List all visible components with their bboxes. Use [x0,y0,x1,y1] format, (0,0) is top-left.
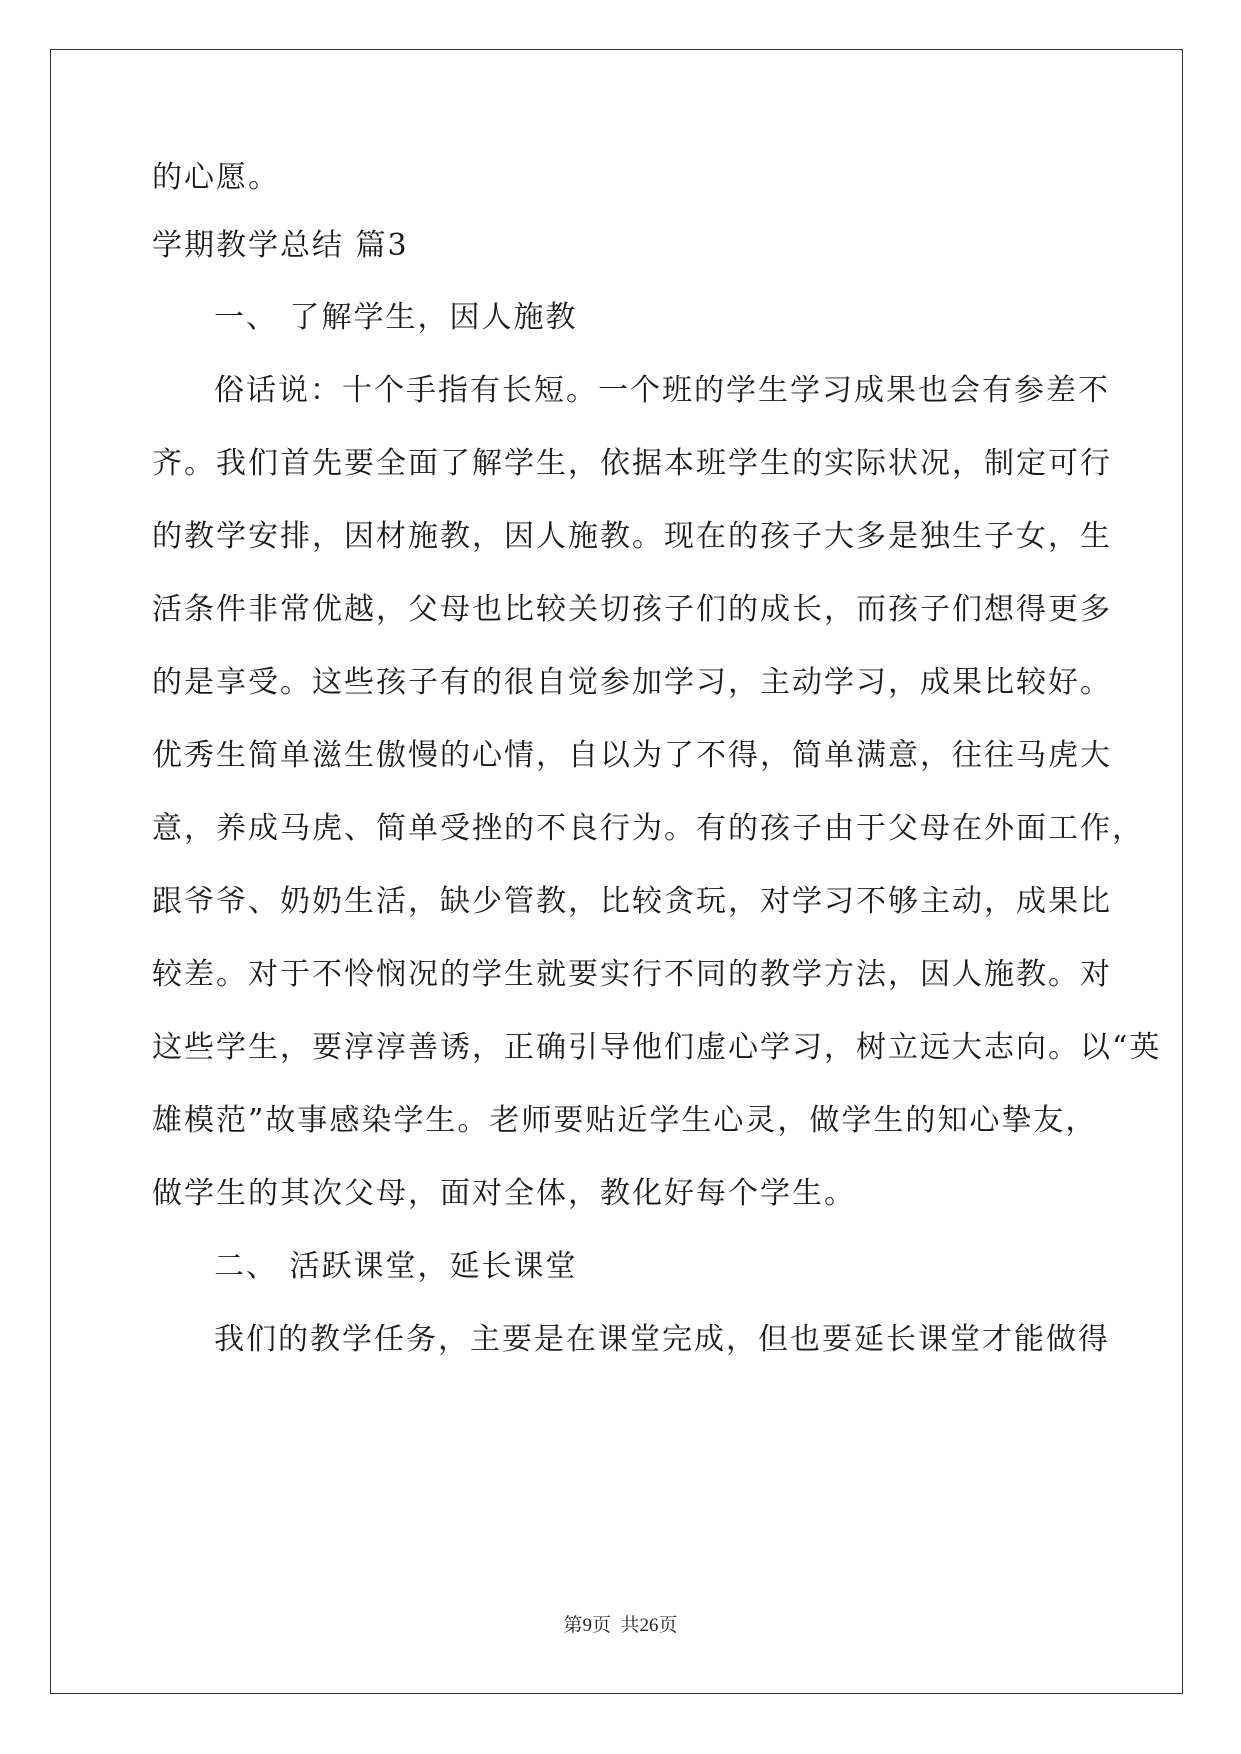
text-line: 的是享受。这些孩子有的很自觉参加学习，主动学习，成果比较好。 [152,665,1112,700]
text-line: 优秀生简单滋生傲慢的心情，自以为了不得，简单满意，往往马虎大 [152,738,1112,773]
footer-mid: 页 共 [591,1615,640,1636]
current-page-number: 9 [582,1615,592,1636]
total-pages-number: 26 [639,1615,659,1636]
page-border [50,49,1183,1694]
text-line: 活条件非常优越，父母也比较关切孩子们的成长，而孩子们想得更多 [152,592,1112,627]
text-line: 的教学安排，因材施教，因人施教。现在的孩子大多是独生子女，生 [152,519,1112,554]
paragraph-first-line: 俗话说：十个手指有长短。一个班的学生学习成果也会有参差不 [214,373,1110,408]
text-line: 这些学生，要淳淳善诱，正确引导他们虚心学习，树立远大志向。以“英 [152,1030,1162,1065]
text-line: 跟爷爷、奶奶生活，缺少管教，比较贪玩，对学习不够主动，成果比 [152,884,1112,919]
page-footer [0,1610,1241,1637]
section-title: 学期教学总结 篇3 [152,228,409,263]
paragraph-first-line: 我们的教学任务，主要是在课堂完成，但也要延长课堂才能做得 [214,1322,1110,1357]
footer-suffix: 页 [658,1615,678,1636]
heading-1: 一、 了解学生，因人施教 [214,300,578,335]
heading-2: 二、 活跃课堂，延长课堂 [214,1249,578,1284]
text-line: 雄模范”故事感染学生。老师要贴近学生心灵，做学生的知心挚友， [152,1103,1098,1138]
text-line: 较差。对于不怜悯况的学生就要实行不同的教学方法，因人施教。对 [152,957,1112,992]
text-line: 意，养成马虎、简单受挫的不良行为。有的孩子由于父母在外面工作， [152,811,1144,846]
footer-prefix: 第 [563,1615,583,1636]
text-line: 的心愿。 [152,160,280,195]
text-line: 做学生的其次父母，面对全体，教化好每个学生。 [152,1176,856,1211]
text-line: 齐。我们首先要全面了解学生，依据本班学生的实际状况，制定可行 [152,446,1112,481]
